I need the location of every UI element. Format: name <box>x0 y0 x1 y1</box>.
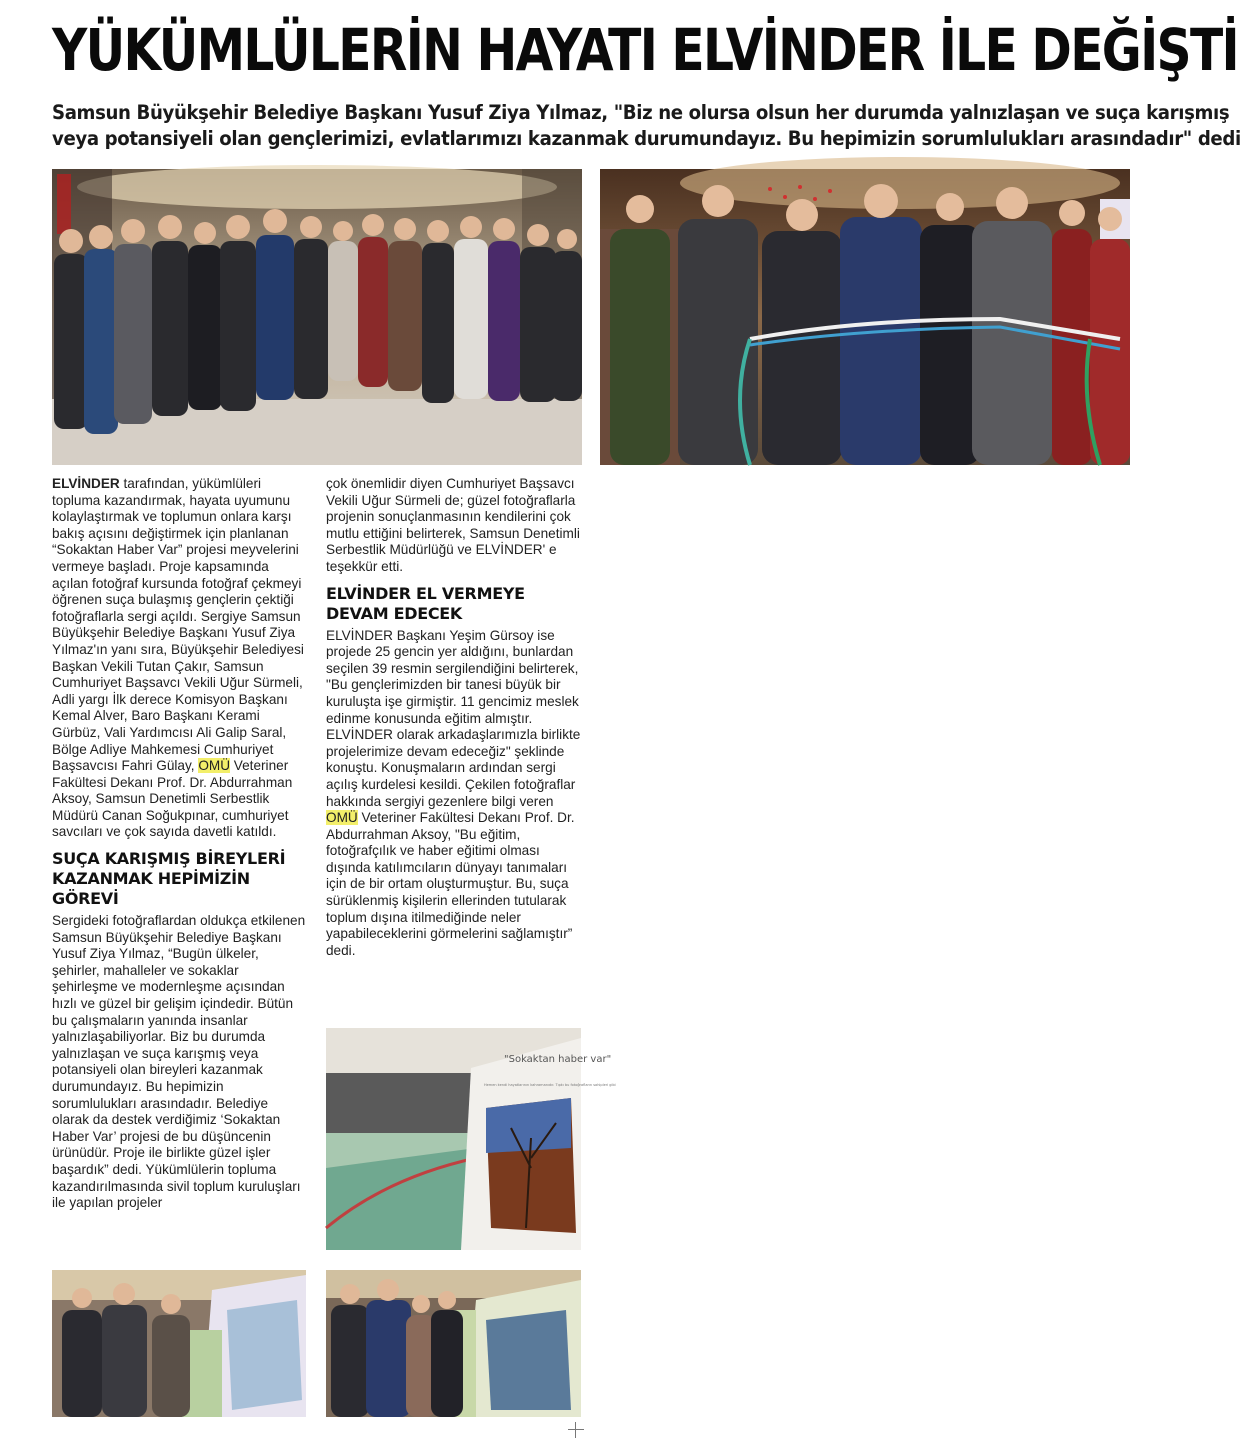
col2-omu-highlight: OMÜ <box>326 810 358 826</box>
exhibit-sign: "Sokaktan haber var" <box>504 1054 612 1065</box>
article-column-2 <box>326 476 581 959</box>
col1-lead: ELVİNDER <box>52 476 120 491</box>
deck-line-1: Samsun Büyükşehir Belediye Başkanı Yusuf Ziya Yılmaz, "Biz ne olursa olsun her durumda yalnızlaşan ve suça karışmış <box>52 101 1230 124</box>
col2-paragraph-1: çok önemlidir diyen Cumhuriyet Başsavcı Vekili Uğur Sürmeli de; güzel fotoğraflarla projenin sonuçlanmasının kendilerini çok mutlu ettiğini belirterek, Samsun Denetimli Serbestlik Müdürlüğü ve ELVİNDER' e teşekkür etti. <box>326 476 580 574</box>
exhibit-subtitle: Hemen kendi hayatlarının kahramanıdır. Tıpkı bu fotoğrafların sahipleri gibi <box>484 1083 616 1087</box>
ribbon-cutting-photo <box>600 169 1130 465</box>
col1-omu-highlight: OMÜ <box>198 758 231 774</box>
col1-p1-tail: Veteriner Fakültesi Dekanı Prof. Dr. Abdurrahman Aksoy, Samsun Denetimli Serbestlik Müdürü Canan Soğukpınar, cumhuriyet savcıları ve çok sayıda davetli katıldı. <box>52 758 293 840</box>
col1-paragraph-1 <box>52 476 307 841</box>
col2-paragraph-2 <box>326 628 581 960</box>
article-column-1 <box>52 476 307 1212</box>
col2-p2-text: ELVİNDER Başkanı Yeşim Gürsoy ise projede 25 gencin yer aldığını, bunlardan seçilen 39 resmin sergilendiğini belirterek, "Bu gençlerimizden bir tanesi büyük bir kuruluşta işe girmiştir. 11 gencimiz meslek edinme konusunda eğitim almıştır. ELVİNDER olarak arkadaşlarımızla birlikte projelerimize devam edeceğiz" şeklinde konuştu. Konuşmaların ardından sergi açılış kurdelesi kesildi. Çekilen fotoğraflar hakkında sergiyi gezenlere bilgi veren <box>326 627 581 809</box>
crop-mark <box>568 1422 584 1438</box>
exhibit-photo <box>326 1028 616 1250</box>
col2-p2-tail: Veteriner Fakültesi Dekanı Prof. Dr. Abdurrahman Aksoy, "Bu eğitim, fotoğrafçılık ve haber eğitimi olması dışında katılımcıların dünyayı tanımaları için de bir ortam oluşturmuştur. Bu, suça sürüklenmiş kişilerin ellerinden tutularak toplum dışına itilmediğinde neler yapabileceklerini görmelerini sağlamıştır” dedi. <box>326 810 575 958</box>
headline: YÜKÜMLÜLERİN HAYATI ELVİNDER İLE DEĞİŞTİ <box>52 16 1238 84</box>
deck-line-2: veya potansiyeli olan gençlerimizi, evlatlarımızı kazanmak durumundayız. Bu hepimizin sorumlulukları arasındadır" dedi <box>52 127 1241 150</box>
officials-viewing-photo-2 <box>326 1270 581 1417</box>
officials-viewing-photo-1 <box>52 1270 306 1417</box>
col1-paragraph-2: Sergideki fotoğraflardan oldukça etkilenen Samsun Büyükşehir Belediye Başkanı Yusuf Ziya Yılmaz, “Bugün ülkeler, şehirler, mahalleler ve sokaklar şehirleşme ve modernleşme açısından hızlı ve güzel bir gelişim içindedir. Bütün bu çalışmaların yanında insanlar yalnızlaşabiliyorlar. Biz bu durumda yalnızlaşan ve suça karışmış veya potansiyeli olan bireyleri kazanmak durumundayız. Bu hepimizin sorumlulukları arasındadır. Belediye olarak da destek verdiğimiz ‘Sokaktan Haber Var’ projesi de bu düşüncenin ürünüdür. Proje ile birlikte güzel işler başardık” dedi. Yükümlülerin topluma kazandırılmasında sivil toplum kuruluşları ile yapılan projeler <box>52 913 306 1211</box>
col2-subheading: ELVİNDER EL VERMEYE DEVAM EDECEK <box>326 583 525 623</box>
col1-p1-text: tarafından, yükümlüleri topluma kazandırmak, hayata uyumunu kolaylaştırmak ve toplumun onlara karşı bakış açısını değiştirmek için planlanan “Sokaktan Haber Var” projesi meyvelerini vermeye başladı. Proje kapsamında açılan fotoğraf kursunda fotoğraf çekmeyi öğrenen suça bulaşmış gençlerin çektiği fotoğraflarla sergi açıldı. Sergiye Samsun Büyükşehir Belediye Başkanı Yusuf Ziya Yılmaz'ın yanı sıra, Büyükşehir Belediyesi Başkan Vekili Tutan Çakır, Samsun Cumhuriyet Başsavcı Vekili Uğur Sürmeli, Adli yargı İlk derece Komisyon Başkanı Kemal Alver, Baro Başkanı Kerami Gürbüz, Vali Yardımcısı Ali Galip Saral, Bölge Adliye Mahkemesi Cumhuriyet Başsavcısı Fahri Gülay, <box>52 476 304 774</box>
deck <box>52 100 1241 152</box>
group-photo <box>52 169 582 465</box>
col1-subheading: SUÇA KARIŞMIŞ BİREYLERİ KAZANMAK HEPİMİZİN GÖREVİ <box>52 849 286 909</box>
